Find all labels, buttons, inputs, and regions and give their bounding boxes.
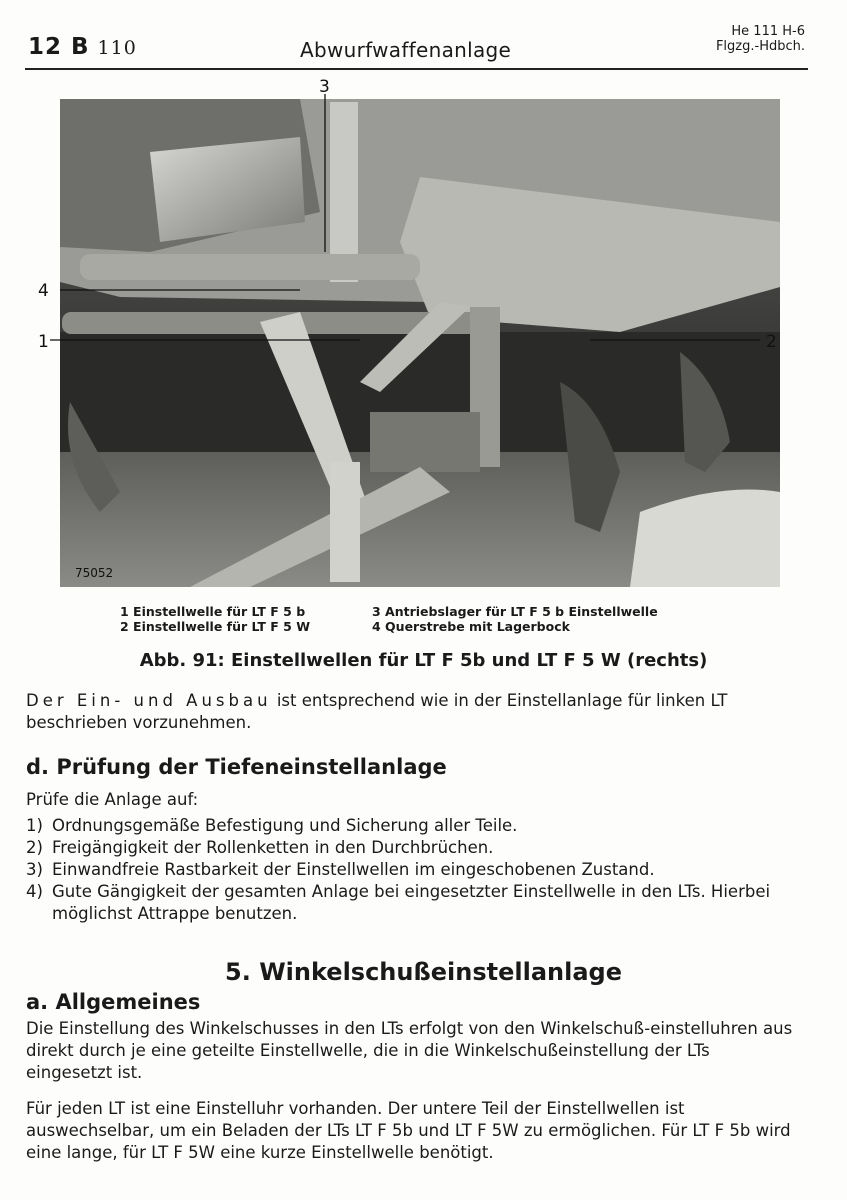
legend-item-4: 4 Querstrebe mit Lagerbock (372, 619, 570, 634)
callout-2: 2 (766, 332, 777, 352)
figure-caption: Abb. 91: Einstellwellen für LT F 5b und LT F 5 W (rechts) (139, 650, 708, 671)
figure-legend-left (120, 604, 310, 634)
list-number: 2) (26, 838, 43, 857)
legend-item-2: 2 Einstellwelle für LT F 5 W (120, 619, 311, 634)
list-item (26, 881, 796, 925)
section-number (28, 34, 137, 60)
running-title: Abwurfwaffenanlage (300, 38, 512, 62)
list-item (26, 837, 796, 859)
callout-1: 1 (38, 332, 49, 352)
list-number: 1) (26, 816, 43, 835)
section-d-heading: d. Prüfung der Tiefeneinstellanlage (26, 755, 447, 779)
list-text: Ordnungsgemäße Befestigung und Sicherung aller Teile. (52, 816, 518, 835)
intro-paragraph (26, 690, 796, 734)
list-number: 4) (26, 882, 43, 901)
intro-emphasis: Der Ein- und Ausbau (26, 691, 272, 710)
header-rule (25, 68, 808, 70)
aircraft-type: He 111 H-6 (731, 24, 805, 39)
intro-text: ist entsprechend wie in der Einstellanlage für linken LT beschrieben vorzunehmen. (26, 691, 728, 732)
figure-legend-right (372, 604, 658, 634)
list-text: Einwandfreie Rastbarkeit der Einstellwellen im eingeschobenen Zustand. (52, 860, 655, 879)
list-item (26, 815, 796, 837)
list-item (26, 859, 796, 881)
chapter-5-heading: 5. Winkelschußeinstellanlage (225, 958, 622, 986)
list-text: Freigängigkeit der Rollenketten in den Durchbrüchen. (52, 838, 494, 857)
general-paragraph-1: Die Einstellung des Winkelschusses in den LTs erfolgt von den Winkelschuß-einstelluhren aus direkt durch je eine geteilte Einstellwelle, die in die Winkelschußeinstellung der LTs eingesetzt ist. (26, 1019, 793, 1082)
manual-reference (716, 24, 805, 54)
list-text: Gute Gängigkeit der gesamten Anlage bei eingesetzter Einstellwelle in den LTs. Hierbei möglichst Attrappe benutzen. (52, 882, 771, 923)
page-number: 110 (97, 37, 137, 59)
figure-photo (0, 72, 847, 597)
general-paragraph-2: Für jeden LT ist eine Einstelluhr vorhanden. Der untere Teil der Einstellwellen ist auswechselbar, um ein Beladen der LTs LT F 5b und LT F 5W zu ermöglichen. Für LT F 5b wird eine lange, für LT F 5W eine kurze Einstellwelle benötigt. (26, 1099, 791, 1162)
check-list (26, 815, 796, 925)
check-intro: Prüfe die Anlage auf: (26, 790, 199, 809)
callout-4: 4 (38, 281, 49, 301)
list-number: 3) (26, 860, 43, 879)
section-label: 12 B (28, 34, 90, 60)
figure-number: 75052 (75, 566, 114, 580)
callout-3: 3 (319, 77, 330, 97)
page-header (0, 0, 847, 72)
handbook-label: Flgzg.-Hdbch. (715, 39, 805, 54)
section-a-heading: a. Allgemeines (26, 990, 201, 1014)
legend-item-3: 3 Antriebslager für LT F 5 b Einstellwelle (372, 604, 658, 619)
legend-item-1: 1 Einstellwelle für LT F 5 b (120, 604, 306, 619)
